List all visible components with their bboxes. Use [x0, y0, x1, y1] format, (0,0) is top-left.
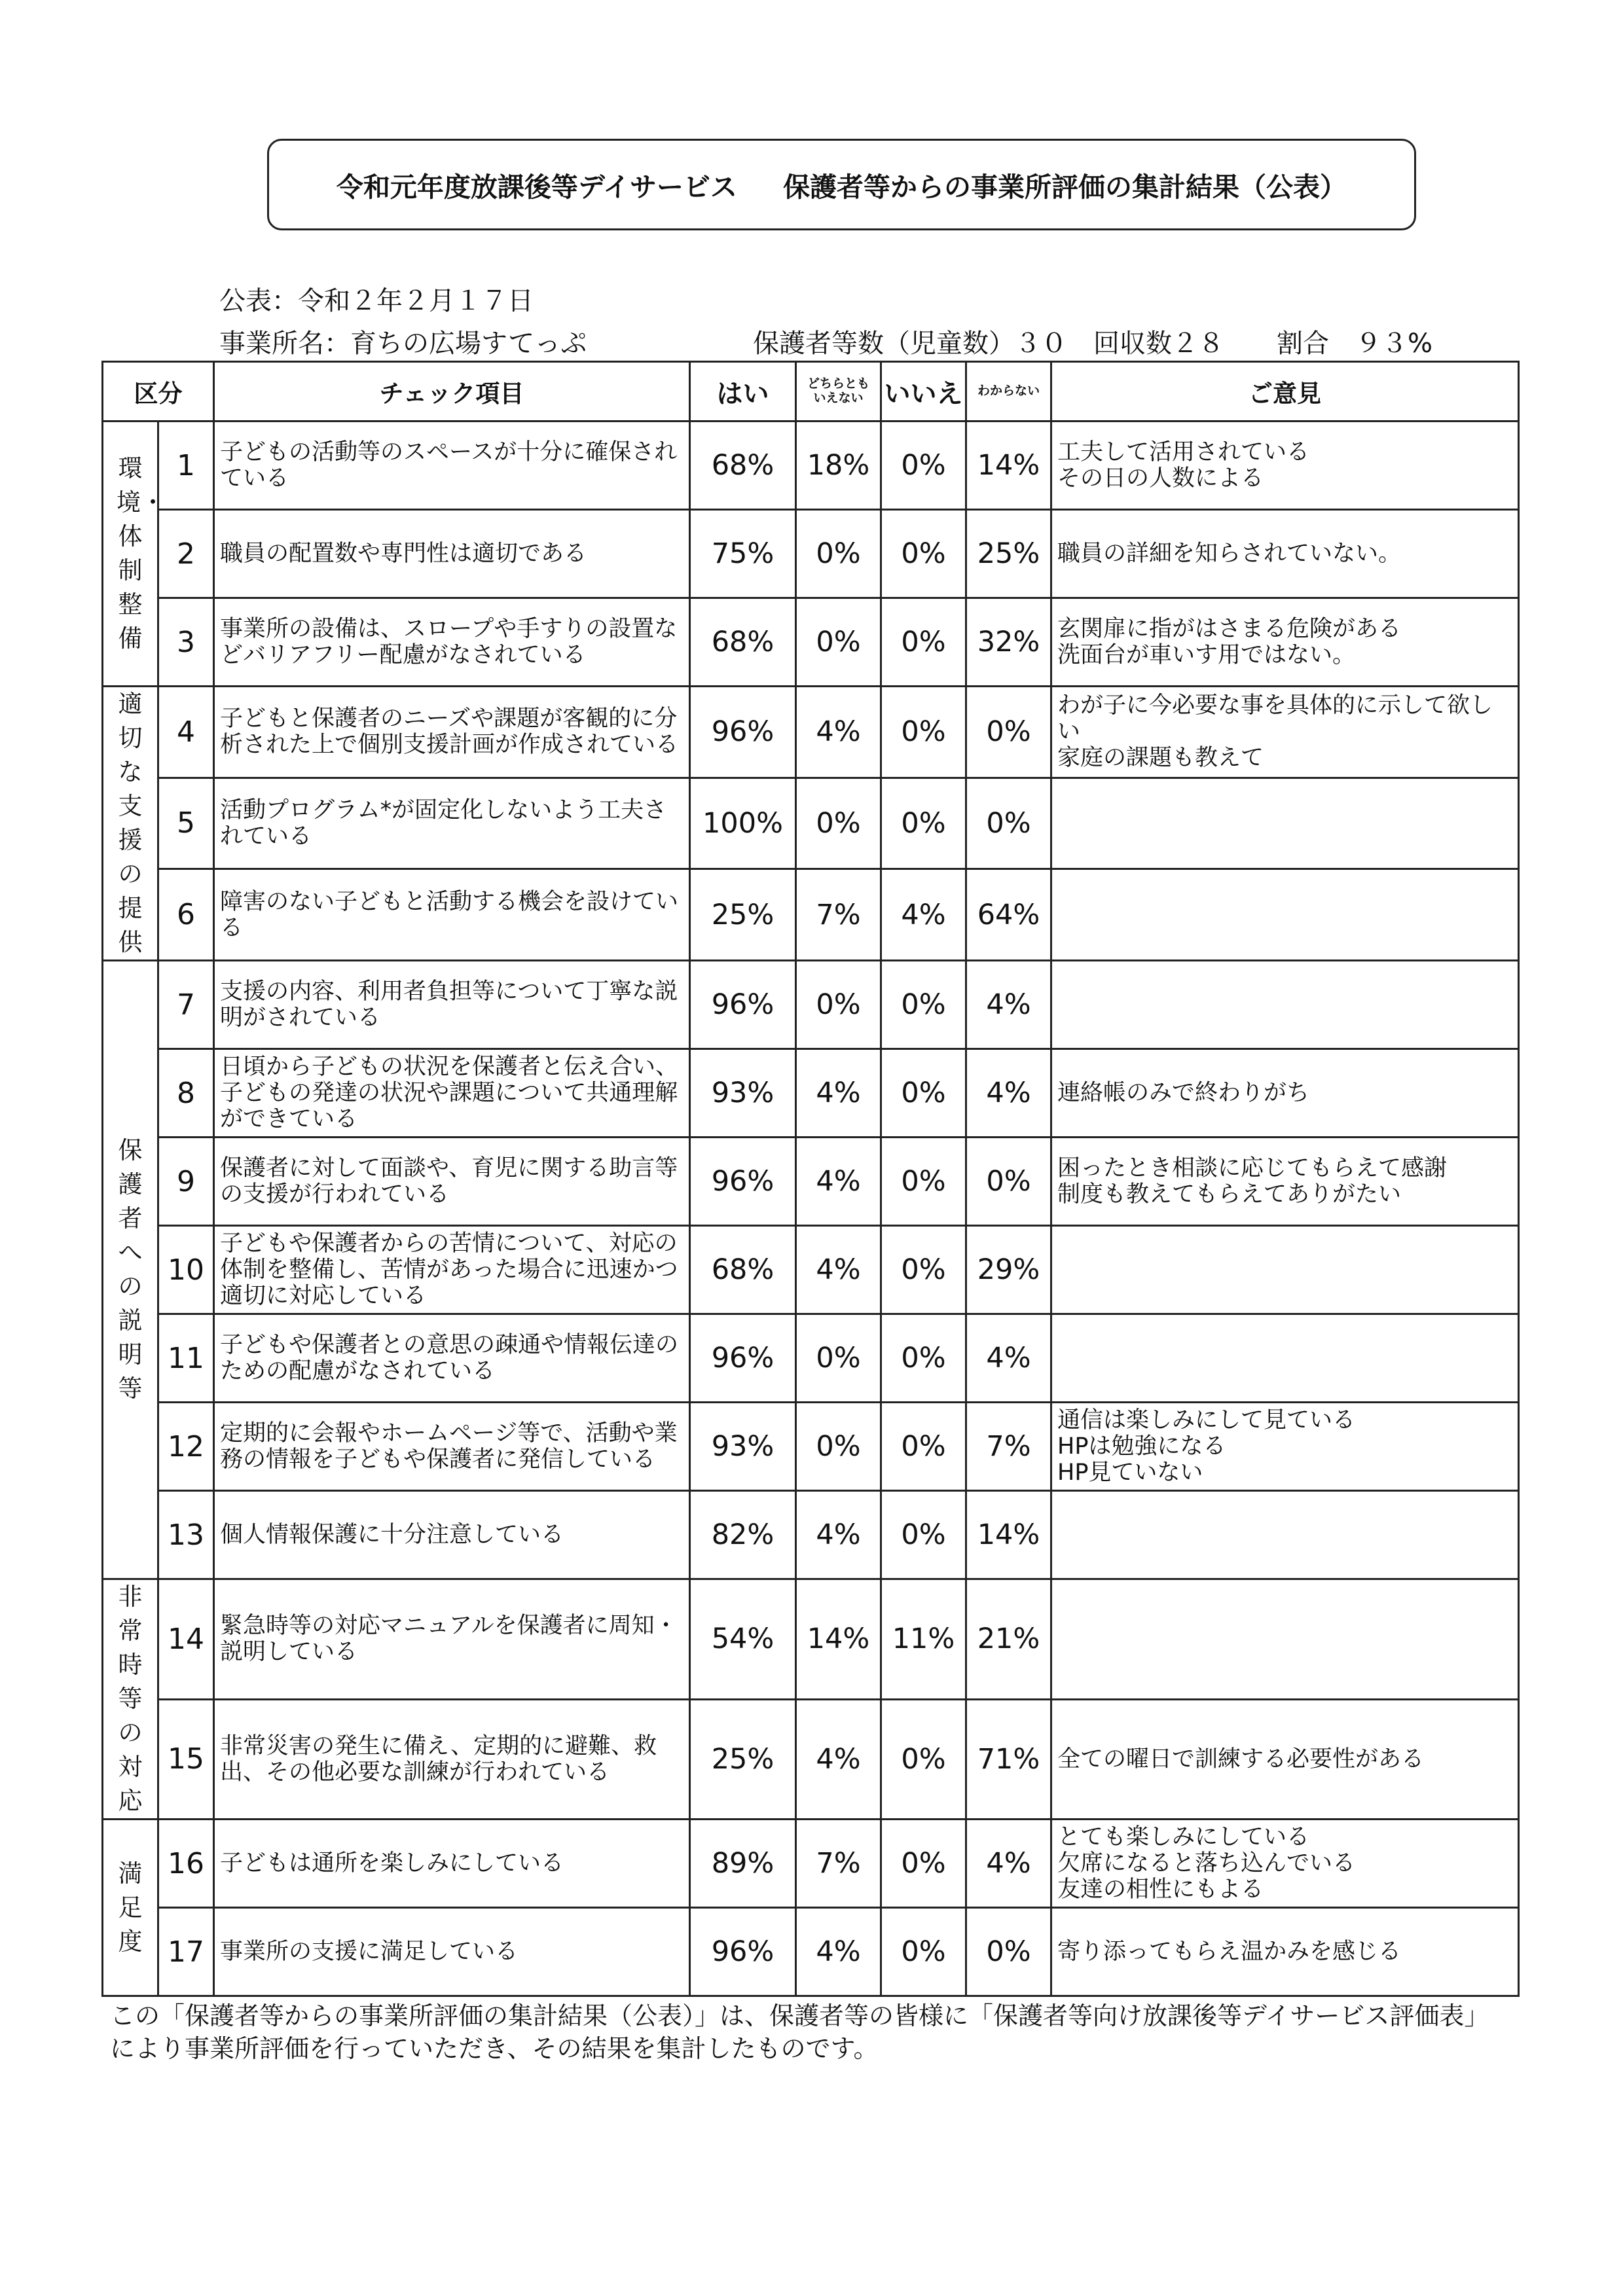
row-number [158, 778, 214, 869]
pct-unknown-text: 4% [986, 1077, 1031, 1109]
table-row [103, 1138, 1519, 1226]
pct-no [881, 1579, 966, 1700]
opinion-line: 寄り添ってもらえ温かみを感じる [1057, 1939, 1402, 1965]
check-item-text: 非常災害の発生に備え、定期的に避難、救出、その他必要な訓練が行われている [220, 1732, 657, 1785]
row-number [158, 687, 214, 778]
pct-yes-text: 93% [711, 1077, 775, 1109]
pct-yes-text: 68% [711, 1253, 775, 1286]
pct-yes [690, 1491, 796, 1579]
pct-neither [796, 961, 881, 1049]
pct-yes [690, 1579, 796, 1700]
pct-yes-text: 82% [711, 1518, 775, 1551]
table-row [103, 869, 1519, 961]
row-number [158, 1138, 214, 1226]
check-item [214, 778, 690, 869]
check-item-text: 子どもの活動等のスペースが十分に確保されている [220, 439, 678, 492]
opinion-line: 通信は楽しみにして見ている [1057, 1407, 1356, 1433]
check-item-text: 日頃から子どもの状況を保護者と伝え合い、子どもの発達の状況や課題について共通理解ができている [220, 1054, 679, 1132]
pct-no-text: 0% [901, 537, 946, 570]
row-number [158, 1908, 214, 1996]
category-cell [103, 687, 158, 961]
category-cell [103, 422, 165, 687]
opinion-line: 連絡帳のみで終わりがち [1057, 1080, 1310, 1106]
pct-neither-text: 0% [816, 988, 861, 1021]
header-neither: どちらとも いえない [796, 362, 881, 422]
table-row [103, 687, 1519, 778]
row-number [158, 1049, 214, 1138]
pct-neither-text: 0% [816, 806, 861, 840]
row-number-text: 7 [177, 988, 195, 1022]
pct-yes-text: 96% [711, 1165, 775, 1198]
opinion-line: HP見ていない [1057, 1460, 1203, 1486]
opinion-cell [1051, 961, 1519, 1049]
pct-unknown [966, 961, 1051, 1049]
pct-neither [796, 598, 881, 687]
pct-no [881, 1403, 966, 1491]
pct-yes-text: 68% [711, 449, 775, 482]
pct-unknown [966, 422, 1051, 510]
check-item-text: 事業所の支援に満足している [220, 1939, 519, 1965]
pct-neither [796, 1699, 881, 1820]
row-number-text: 8 [177, 1076, 195, 1110]
pct-yes-text: 25% [711, 898, 775, 931]
opinion-cell [1051, 1226, 1519, 1314]
pct-unknown-text: 0% [986, 715, 1031, 749]
pct-neither-text: 4% [816, 1518, 861, 1551]
check-item [214, 1138, 690, 1226]
row-number-text: 3 [177, 625, 195, 659]
opinion-cell [1051, 1579, 1519, 1700]
pct-unknown-text: 25% [977, 537, 1040, 570]
pct-no-text: 4% [901, 898, 946, 931]
opinion-line: わが子に今必要な事を具体的に示して欲しい [1057, 692, 1493, 745]
pct-neither-text: 4% [816, 1165, 861, 1198]
row-number-text: 16 [168, 1846, 204, 1880]
pct-neither [796, 687, 881, 778]
pct-neither-text: 0% [816, 1342, 861, 1374]
pct-yes [690, 1908, 796, 1996]
check-item-text: 事業所の設備は、スロープや手すりの設置などバリアフリー配慮がなされている [220, 616, 678, 668]
pct-unknown [966, 1579, 1051, 1700]
opinion-cell [1051, 598, 1519, 687]
pct-yes-text: 25% [711, 1742, 775, 1776]
opinion-cell [1051, 778, 1519, 869]
table-row [103, 778, 1519, 869]
pct-yes [690, 687, 796, 778]
pct-unknown-text: 64% [977, 898, 1040, 931]
row-number-text: 1 [177, 448, 195, 482]
check-item-text: 子どもや保護者からの苦情について、対応の体制を整備し、苦情があった場合に迅速かつ適切に対応している [220, 1230, 678, 1309]
pct-neither [796, 1908, 881, 1996]
pct-unknown-text: 4% [986, 1847, 1031, 1880]
pct-neither-text: 4% [816, 1077, 861, 1109]
check-item [214, 510, 690, 598]
row-number [158, 510, 214, 598]
opinion-line: 洗面台が車いす用ではない。 [1057, 642, 1356, 668]
pct-yes [690, 1138, 796, 1226]
pct-no-text: 0% [901, 449, 946, 482]
pct-unknown [966, 510, 1051, 598]
header-no: いいえ [881, 362, 966, 422]
check-item [214, 598, 690, 687]
pct-unknown [966, 1226, 1051, 1314]
check-item [214, 1226, 690, 1314]
pct-yes-text: 89% [711, 1847, 775, 1880]
pct-no-text: 0% [901, 1253, 946, 1286]
category-label: 満足度 [118, 1859, 143, 1956]
pct-unknown-text: 0% [986, 1935, 1031, 1968]
check-item-text: 個人情報保護に十分注意している [220, 1522, 564, 1548]
check-item [214, 961, 690, 1049]
check-item [214, 1314, 690, 1403]
pct-no [881, 687, 966, 778]
pct-no-text: 0% [901, 1077, 946, 1109]
pct-neither [796, 1403, 881, 1491]
opinion-cell [1051, 687, 1519, 778]
pct-unknown [966, 1491, 1051, 1579]
pct-neither-text: 4% [816, 1742, 861, 1776]
pct-yes [690, 1699, 796, 1820]
pct-neither-text: 0% [816, 1430, 861, 1463]
evaluation-table [101, 361, 1520, 1997]
pct-neither [796, 510, 881, 598]
row-number-text: 9 [177, 1164, 195, 1198]
footer-note: この「保護者等からの事業所評価の集計結果（公表）」は、保護者等の皆様に「保護者等向け放課後等デイサービス評価表」により事業所評価を行っていただき、その結果を集計したものです。 [110, 2001, 1489, 2063]
opinion-cell [1051, 1049, 1519, 1138]
opinion-cell [1051, 510, 1519, 598]
pct-unknown [966, 687, 1051, 778]
check-item-text: 支援の内容、利用者負担等について丁寧な説明がされている [220, 978, 678, 1031]
pct-yes-text: 96% [711, 988, 775, 1021]
opinion-line: 玄関扉に指がはさまる危険がある [1057, 616, 1402, 642]
category-cell [103, 961, 158, 1579]
header-opinion: ご意見 [1051, 362, 1519, 422]
pct-no [881, 1908, 966, 1996]
table-header-row [103, 362, 1519, 422]
check-item [214, 1908, 690, 1996]
pct-yes-text: 68% [711, 626, 775, 658]
check-item-text: 子どもと保護者のニーズや課題が客観的に分析された上で個別支援計画が作成されている [220, 706, 679, 759]
pct-unknown [966, 869, 1051, 961]
table-row [103, 1226, 1519, 1314]
opinion-line: 欠席になると落ち込んでいる [1057, 1850, 1356, 1876]
pct-no [881, 869, 966, 961]
opinion-line: 友達の相性にもよる [1057, 1876, 1264, 1903]
pct-neither [796, 1049, 881, 1138]
pct-no [881, 598, 966, 687]
header-category: 区分 [103, 362, 214, 422]
check-item-text: 子どもは通所を楽しみにしている [220, 1850, 564, 1876]
pct-no-text: 11% [892, 1623, 955, 1656]
table-row [103, 1403, 1519, 1491]
table-row [103, 1699, 1519, 1820]
pct-unknown [966, 1403, 1051, 1491]
table-row [103, 422, 1519, 510]
check-item [214, 1699, 690, 1820]
pct-neither [796, 869, 881, 961]
opinion-cell [1051, 1699, 1519, 1820]
pct-no [881, 422, 966, 510]
category-label: 環境・体制整備 [117, 454, 165, 653]
row-number [158, 1226, 214, 1314]
pct-no [881, 961, 966, 1049]
check-item-text: 保護者に対して面談や、育児に関する助言等の支援が行われている [220, 1155, 678, 1208]
check-item [214, 1491, 690, 1579]
opinion-line: 制度も教えてもらえてありがたい [1057, 1181, 1402, 1208]
pct-unknown-text: 21% [977, 1623, 1040, 1656]
pct-unknown-text: 29% [977, 1253, 1040, 1286]
pct-no-text: 0% [901, 1935, 946, 1968]
pct-no-text: 0% [901, 1165, 946, 1198]
table-row [103, 1908, 1519, 1996]
pct-unknown-text: 4% [986, 988, 1031, 1021]
title-left: 令和元年度放課後等デイサービス [336, 171, 738, 203]
row-number [158, 1491, 214, 1579]
row-number [158, 1579, 214, 1700]
row-number-text: 6 [177, 898, 195, 932]
pct-yes [690, 422, 796, 510]
opinion-cell [1051, 1138, 1519, 1226]
check-item [214, 1049, 690, 1138]
published-date: 公表：令和２年２月１７日 [219, 286, 534, 316]
opinion-line: 職員の詳細を知らされていない。 [1057, 541, 1402, 567]
pct-neither-text: 4% [816, 1935, 861, 1968]
header-unknown: わからない [966, 362, 1051, 422]
pct-neither [796, 1579, 881, 1700]
category-label: 保護者への説明等 [118, 1136, 143, 1403]
check-item-text: 緊急時等の対応マニュアルを保護者に周知・説明している [220, 1613, 678, 1666]
pct-neither-text: 0% [816, 537, 861, 570]
pct-unknown-text: 0% [986, 1165, 1031, 1198]
pct-no [881, 1314, 966, 1403]
category-cell [103, 1579, 158, 1820]
table-row [103, 1049, 1519, 1138]
check-item [214, 687, 690, 778]
title-box [267, 139, 1416, 230]
pct-neither [796, 1820, 881, 1908]
pct-yes [690, 598, 796, 687]
row-number-text: 12 [168, 1429, 204, 1463]
pct-unknown [966, 1699, 1051, 1820]
pct-yes-text: 96% [711, 1935, 775, 1968]
pct-unknown [966, 1049, 1051, 1138]
opinion-cell [1051, 1491, 1519, 1579]
pct-neither-text: 7% [816, 1847, 861, 1880]
pct-yes-text: 75% [711, 537, 775, 570]
pct-yes [690, 1820, 796, 1908]
check-item [214, 1579, 690, 1700]
pct-yes [690, 778, 796, 869]
pct-yes-text: 54% [711, 1623, 775, 1656]
pct-yes [690, 869, 796, 961]
category-label: 適切な支援の提供 [118, 690, 143, 956]
pct-unknown-text: 14% [977, 1518, 1040, 1551]
pct-unknown [966, 1908, 1051, 1996]
pct-no [881, 1138, 966, 1226]
pct-unknown-text: 32% [977, 626, 1040, 658]
pct-unknown [966, 1138, 1051, 1226]
row-number-text: 11 [168, 1341, 204, 1375]
pct-yes [690, 1226, 796, 1314]
row-number [158, 869, 214, 961]
pct-no-text: 0% [901, 1847, 946, 1880]
pct-neither-text: 4% [816, 715, 861, 749]
row-number-text: 5 [177, 806, 195, 840]
pct-no [881, 1226, 966, 1314]
pct-no-text: 0% [901, 1518, 946, 1551]
pct-yes [690, 1403, 796, 1491]
row-number-text: 13 [168, 1518, 204, 1552]
category-cell [103, 1820, 158, 1996]
opinion-cell [1051, 1403, 1519, 1491]
pct-yes [690, 1049, 796, 1138]
category-label: 非常時等の対応 [118, 1583, 143, 1815]
pct-no-text: 0% [901, 626, 946, 658]
check-item [214, 1403, 690, 1491]
opinion-line: 工夫して活用されている [1057, 439, 1310, 465]
row-number-text: 14 [168, 1622, 204, 1656]
pct-yes [690, 1314, 796, 1403]
opinion-cell [1051, 422, 1519, 510]
check-item [214, 869, 690, 961]
row-number [158, 598, 214, 687]
opinion-line: とても楽しみにしている [1057, 1824, 1310, 1850]
opinion-cell [1051, 869, 1519, 961]
check-item-text: 子どもや保護者との意思の疎通や情報伝達のための配慮がなされている [220, 1332, 679, 1384]
row-number-text: 10 [168, 1253, 204, 1287]
table-row [103, 1579, 1519, 1700]
pct-unknown-text: 0% [986, 806, 1031, 840]
table-row [103, 510, 1519, 598]
opinion-cell [1051, 1820, 1519, 1908]
row-number-text: 17 [168, 1935, 204, 1969]
pct-no [881, 510, 966, 598]
table-row [103, 1820, 1519, 1908]
pct-no [881, 1699, 966, 1820]
pct-yes [690, 510, 796, 598]
pct-no [881, 778, 966, 869]
pct-no-text: 0% [901, 1430, 946, 1463]
check-item-text: 定期的に会報やホームページ等で、活動や業務の情報を子どもや保護者に発信している [220, 1420, 678, 1473]
opinion-cell [1051, 1314, 1519, 1403]
title-right: 保護者等からの事業所評価の集計結果（公表） [783, 171, 1347, 203]
opinion-line: 家庭の課題も教えて [1057, 745, 1264, 772]
pct-neither [796, 1226, 881, 1314]
row-number [158, 422, 214, 510]
header-yes: はい [690, 362, 796, 422]
pct-neither [796, 778, 881, 869]
check-item [214, 1820, 690, 1908]
pct-no-text: 0% [901, 1342, 946, 1374]
row-number [158, 961, 214, 1049]
pct-neither [796, 1491, 881, 1579]
pct-neither [796, 422, 881, 510]
row-number [158, 1699, 214, 1820]
opinion-line: 困ったとき相談に応じてもらえて感謝 [1057, 1155, 1448, 1181]
opinion-line: 全ての曜日で訓練する必要性がある [1057, 1746, 1425, 1772]
response-counts: 保護者等数（児童数）３０ 回収数２８ 割合 ９３% [753, 329, 1433, 359]
pct-neither-text: 18% [807, 449, 870, 482]
row-number [158, 1820, 214, 1908]
check-item-text: 活動プログラム*が固定化しないよう工夫されている [220, 797, 667, 850]
check-item-text: 職員の配置数や専門性は適切である [220, 541, 587, 567]
pct-unknown [966, 1820, 1051, 1908]
pct-unknown [966, 778, 1051, 869]
pct-yes-text: 96% [711, 715, 775, 749]
pct-yes-text: 93% [711, 1430, 775, 1463]
pct-yes [690, 961, 796, 1049]
row-number-text: 15 [168, 1742, 204, 1776]
pct-unknown-text: 4% [986, 1342, 1031, 1374]
table-row [103, 598, 1519, 687]
opinion-line: HPは勉強になる [1057, 1433, 1226, 1460]
pct-neither-text: 14% [807, 1623, 870, 1656]
row-number-text: 4 [177, 715, 195, 749]
pct-no-text: 0% [901, 1742, 946, 1776]
pct-neither [796, 1138, 881, 1226]
pct-neither-text: 4% [816, 1253, 861, 1286]
pct-neither-text: 0% [816, 626, 861, 658]
table-body [103, 422, 1519, 1996]
pct-unknown-text: 71% [977, 1742, 1040, 1776]
pct-no [881, 1491, 966, 1579]
check-item-text: 障害のない子どもと活動する機会を設けている [220, 888, 679, 941]
office-name: 事業所名：育ちの広場すてっぷ [219, 329, 587, 359]
table-row [103, 961, 1519, 1049]
pct-yes-text: 100% [702, 806, 783, 840]
pct-unknown [966, 598, 1051, 687]
pct-unknown-text: 14% [977, 449, 1040, 482]
pct-no-text: 0% [901, 806, 946, 840]
check-item [214, 422, 690, 510]
pct-no [881, 1049, 966, 1138]
opinion-line: その日の人数による [1057, 465, 1264, 492]
opinion-cell [1051, 1908, 1519, 1996]
pct-no-text: 0% [901, 988, 946, 1021]
table-row [103, 1491, 1519, 1579]
pct-no-text: 0% [901, 715, 946, 749]
pct-unknown [966, 1314, 1051, 1403]
row-number-text: 2 [177, 537, 195, 571]
row-number [158, 1314, 214, 1403]
pct-yes-text: 96% [711, 1342, 775, 1374]
pct-no [881, 1820, 966, 1908]
pct-neither-text: 7% [816, 898, 861, 931]
pct-unknown-text: 7% [986, 1430, 1031, 1463]
header-item: チェック項目 [214, 362, 690, 422]
row-number [158, 1403, 214, 1491]
pct-neither [796, 1314, 881, 1403]
table-row [103, 1314, 1519, 1403]
